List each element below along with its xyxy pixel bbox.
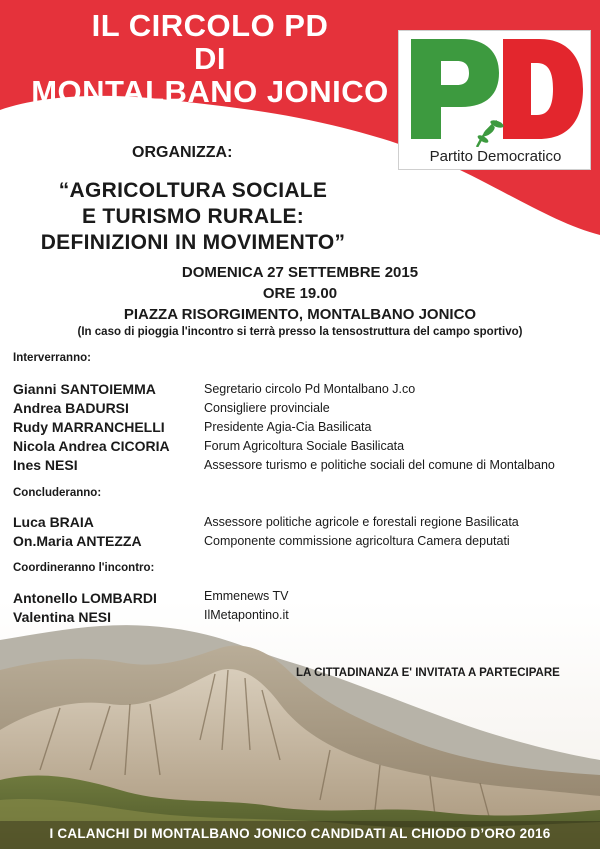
closers-label: Concluderanno: [13,487,102,499]
speaker-role: Presidente Agia-Cia Basilicata [204,420,372,434]
calanchi-landscape-image [0,600,600,849]
speaker-name: Ines NESI [13,457,78,473]
speaker-role: Assessore turismo e politiche sociali del comune di Montalbano [204,458,555,472]
logo-letter-d-icon [503,39,583,139]
rain-note: (In caso di pioggia l'incontro si terrà presso la tensostruttura del campo sportivo) [77,326,523,338]
coordinator-name: Antonello LOMBARDI [13,590,157,606]
event-date: DOMENICA 27 SETTEMBRE 2015 [181,264,419,281]
coordinator-role: IlMetapontino.it [204,608,289,622]
headline-line-3: DEFINIZIONI IN MOVIMENTO” [40,231,346,254]
logo-letter-p-icon [411,39,499,139]
coordinators-label: Coordineranno l'incontro: [13,562,155,574]
invite-text: LA CITTADINANZA E' INVITATA A PARTECIPARE [296,667,560,679]
speaker-name: Nicola Andrea CICORIA [13,438,170,454]
pd-logo-mark [399,31,592,147]
logo-party-name: Partito Democratico [429,148,562,165]
header-title-line-1: IL CIRCOLO PD [91,8,329,43]
speaker-role: Segretario circolo Pd Montalbano J.co [204,382,416,396]
headline-line-1: “AGRICOLTURA SOCIALE [58,179,328,202]
pd-logo [398,30,591,170]
event-place: PIAZZA RISORGIMENTO, MONTALBANO JONICO [123,306,477,323]
speaker-name: Andrea BADURSI [13,400,129,416]
event-time: ORE 19.00 [262,285,338,302]
coordinator-role: Emmenews TV [204,589,289,603]
header-title-line-2: DI [194,41,226,76]
headline-line-2: E TURISMO RURALE: [81,205,305,228]
speaker-role: Forum Agricoltura Sociale Basilicata [204,439,405,453]
speaker-name: Rudy MARRANCHELLI [13,419,165,435]
speakers-label: Interverranno: [13,352,91,364]
organizza-label: ORGANIZZA: [132,144,233,161]
speaker-name: Gianni SANTOIEMMA [13,381,156,397]
closer-role: Assessore politiche agricole e forestali regione Basilicata [204,515,519,529]
closer-name: Luca BRAIA [13,514,94,530]
closer-name: On.Maria ANTEZZA [13,533,142,549]
bottom-banner-text: I CALANCHI DI MONTALBANO JONICO CANDIDATI AL CHIODO D’ORO 2016 [49,826,551,841]
speaker-role: Consigliere provinciale [204,401,330,415]
header-title-line-3: MONTALBANO JONICO [31,74,389,109]
closer-role: Componente commissione agricoltura Camera deputati [204,534,510,548]
coordinator-name: Valentina NESI [13,609,112,625]
